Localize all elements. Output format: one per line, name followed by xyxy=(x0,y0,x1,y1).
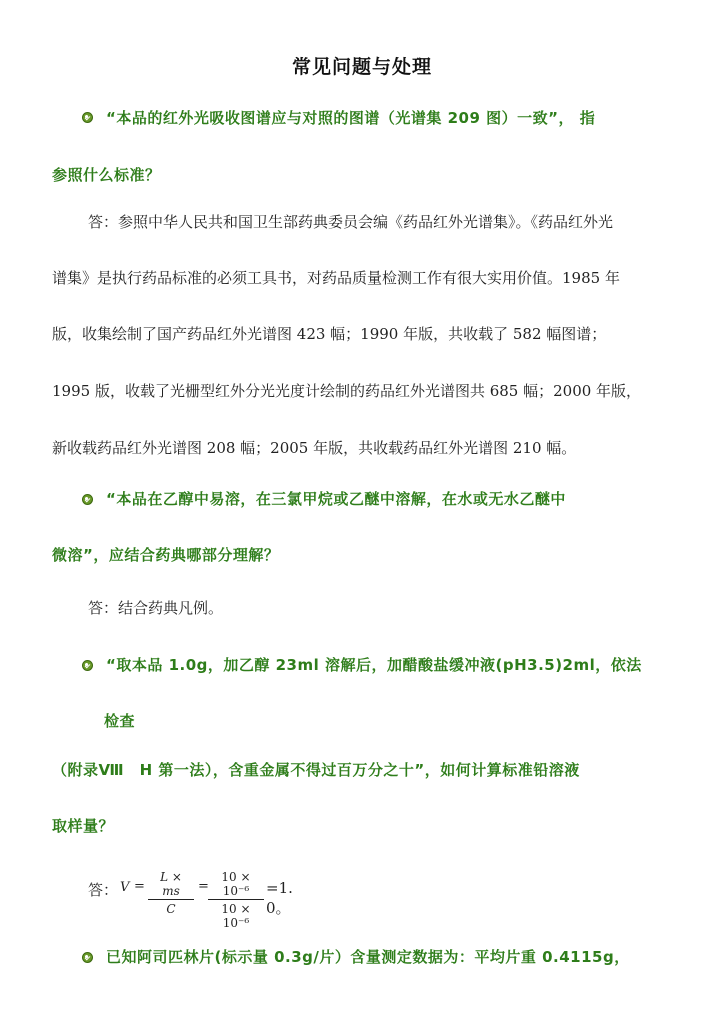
question-3-line-2: 检查 xyxy=(104,712,136,730)
fraction-2-numerator: 10 × 10⁻⁶ xyxy=(208,870,264,900)
page-title: 常见问题与处理 xyxy=(291,56,432,78)
formula-fraction-1 xyxy=(148,870,194,916)
answer-2-line-1: 答：结合药典凡例。 xyxy=(88,599,224,617)
question-3-line-4: 取样量？ xyxy=(52,817,115,835)
formula-equals: = xyxy=(134,879,145,894)
question-1-line-1: “本品的红外光吸收图谱应与对照的图谱（光谱集 209 图）一致”， 指 xyxy=(106,109,596,127)
fraction-1-denominator: C xyxy=(166,902,176,916)
checkmark-bullet-icon xyxy=(82,112,93,123)
formula-equals-2: = xyxy=(198,879,209,894)
formula-result: =1. 0。 xyxy=(266,879,293,917)
checkmark-bullet-icon xyxy=(82,494,93,505)
fraction-2-denominator: 10 × 10⁻⁶ xyxy=(221,902,251,930)
fraction-1-numerator: L × ms xyxy=(148,870,194,900)
answer-1-line-1: 答：参照中华人民共和国卫生部药典委员会编《药品红外光谱集》。《药品红外光 xyxy=(88,213,614,231)
formula-label: 答： xyxy=(88,881,119,899)
formula-fraction-2 xyxy=(208,870,264,930)
formula-variable: V xyxy=(120,880,130,895)
answer-1-line-2: 谱集》是执行药品标准的必须工具书，对药品质量检测工作有很大实用价值。1985 年 xyxy=(52,269,620,287)
answer-1-line-3: 版，收集绘制了国产药品红外光谱图 423 幅；1990 年版，共收载了 582 幅图谱； xyxy=(52,325,607,343)
question-2-line-2: 微溶”，应结合药典哪部分理解？ xyxy=(52,546,280,564)
question-1-line-2: 参照什么标准？ xyxy=(52,166,161,184)
checkmark-bullet-icon xyxy=(82,952,93,963)
question-3-line-3: （附录Ⅷ H 第一法），含重金属不得过百万分之十”，如何计算标准铅溶液 xyxy=(52,761,580,779)
answer-1-line-4: 1995 版，收载了光栅型红外分光光度计绘制的药品红外光谱图共 685 幅；2000 年版， xyxy=(52,382,642,400)
answer-1-line-5: 新收载药品红外光谱图 208 幅；2005 年版，共收载药品红外光谱图 210 幅。 xyxy=(52,439,577,457)
question-3-line-1: “取本品 1.0g，加乙醇 23ml 溶解后，加醋酸盐缓冲液(pH3.5)2ml，依法 xyxy=(106,656,642,674)
checkmark-bullet-icon xyxy=(82,660,93,671)
question-2-line-1: “本品在乙醇中易溶，在三氯甲烷或乙醚中溶解，在水或无水乙醚中 xyxy=(106,490,566,508)
question-4-line-1: 已知阿司匹林片(标示量 0.3g/片）含量测定数据为：平均片重 0.4115g， xyxy=(106,948,630,966)
